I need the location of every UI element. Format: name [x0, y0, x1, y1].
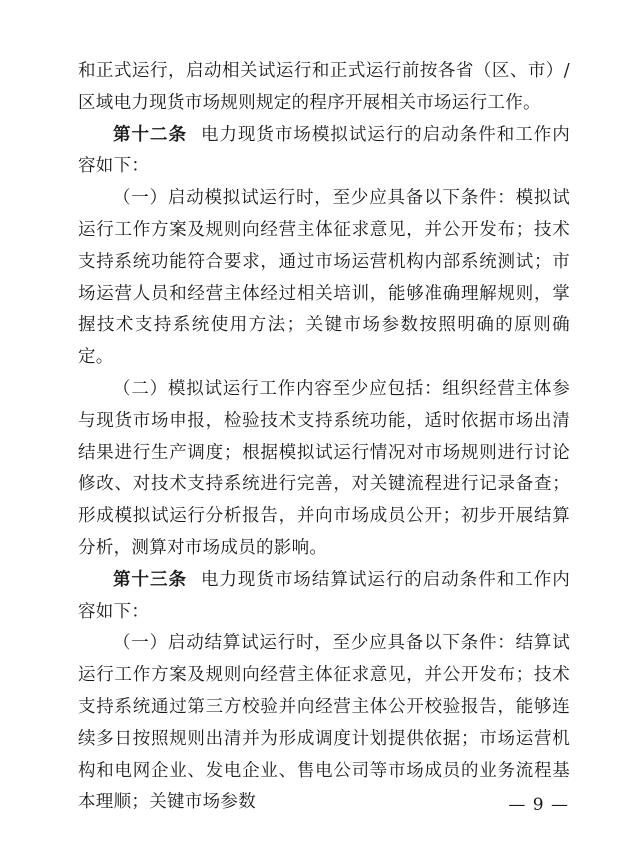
- paragraph-text: 和正式运行，启动相关试运行和正式运行前按各省（区、市）/区域电力现货市场规则规定的程序开展相关市场运行工作。: [78, 61, 570, 113]
- article-number: 第十三条: [113, 569, 187, 590]
- page-number: — 9 —: [508, 795, 569, 815]
- paragraph-text: 电力现货市场模拟试运行的启动条件和工作内容如下：: [78, 124, 571, 177]
- paragraph-text: 电力现货市场结算试运行的启动条件和工作内容如下：: [78, 569, 571, 622]
- article-12-heading: [78, 120, 570, 184]
- document-body: [78, 56, 570, 819]
- article-number: 第十二条: [113, 124, 187, 145]
- article-13-item-1: [78, 628, 570, 819]
- paragraph-text: （一）启动结算试运行时，至少应具备以下条件：结算试运行工作方案及规则向经营主体征求意见，并公开发布；技术支持系统通过第三方校验并向经营主体公开校验报告，能够连续多日按照规则出清并为形成调度计划提供依据；市场运营机构和电网企业、发电企业、售电公司等市场成员的业务流程基本理顺；关键市场参数: [78, 633, 570, 813]
- paragraph-text: （一）启动模拟试运行时，至少应具备以下条件：模拟试运行工作方案及规则向经营主体征求意见，并公开发布；技术支持系统功能符合要求，通过市场运营机构内部系统测试；市场运营人员和经营主体经过相关培训，能够准确理解规则，掌握技术支持系统使用方法；关键市场参数按照明确的原则确定。: [78, 188, 570, 368]
- paragraph-text: （二）模拟试运行工作内容至少应包括：组织经营主体参与现货市场申报，检验技术支持系统功能，适时依据市场出清结果进行生产调度；根据模拟试运行情况对市场规则进行讨论修改、对技术支持系统进行完善，对关键流程进行记录备查；形成模拟试运行分析报告，并向市场成员公开；初步开展结算分析，测算对市场成员的影响。: [78, 378, 570, 558]
- article-12-item-1: [78, 183, 570, 374]
- article-13-heading: [78, 565, 570, 629]
- article-12-item-2: [78, 374, 570, 565]
- paragraph-continuation: [78, 56, 570, 120]
